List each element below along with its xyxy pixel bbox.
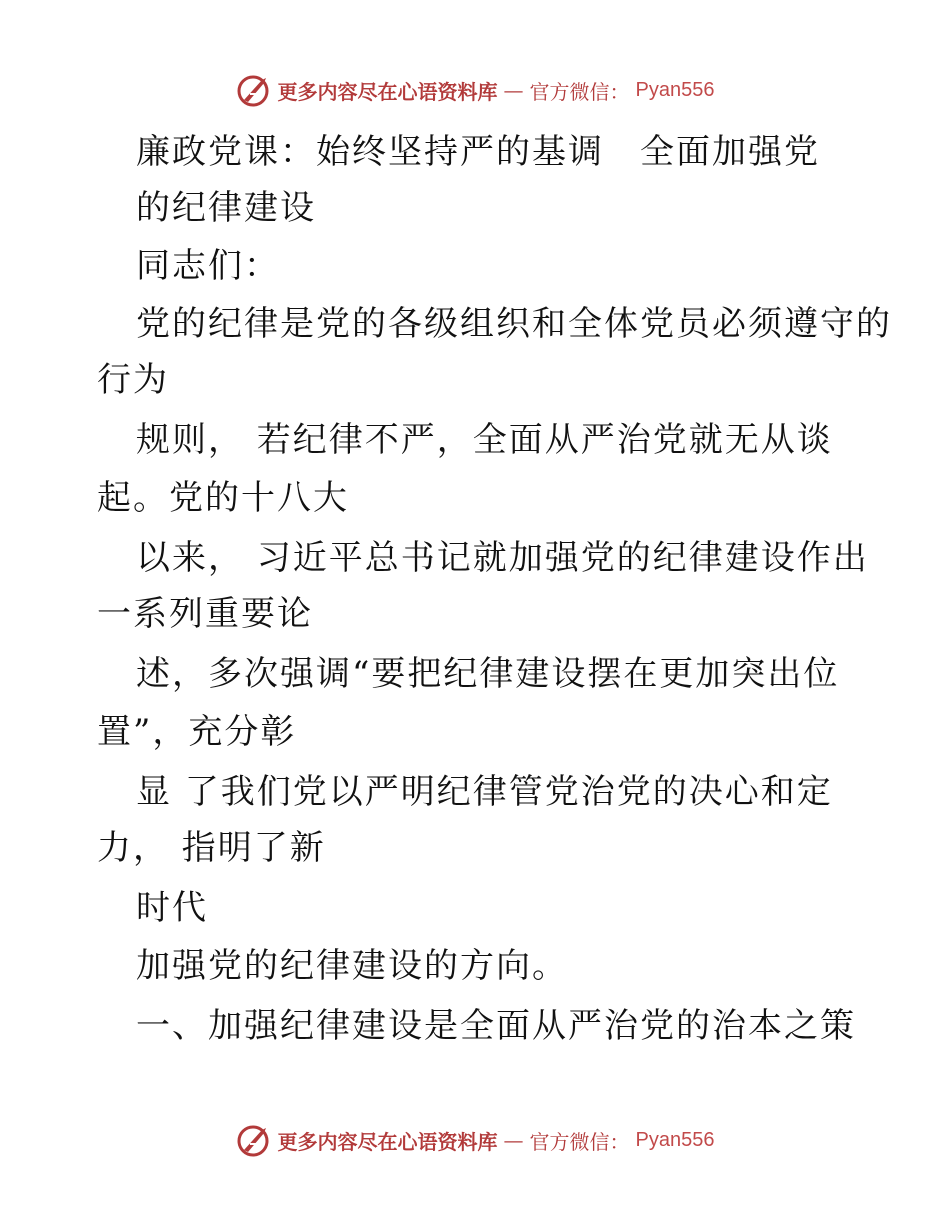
document-title-line-1: 廉政党课：始终坚持严的基调 全面加强党 — [136, 132, 820, 172]
header-banner — [0, 70, 950, 110]
paragraph-line: 起。党的十八大 — [97, 478, 349, 518]
paragraph-line: 力， 指明了新 — [97, 828, 326, 868]
paragraph-line: 加强党的纪律建设的方向。 — [136, 946, 568, 986]
quill-logo-icon — [236, 72, 272, 108]
banner-dash: — — [503, 78, 524, 102]
banner-wechat-label: 官方微信： — [529, 79, 630, 104]
section-heading: 一、加强纪律建设是全面从严治党的治本之策 — [136, 1006, 856, 1046]
paragraph-line: 党的纪律是党的各级组织和全体党员必须遵守的 — [136, 304, 892, 344]
paragraph-line: 述，多次强调“要把纪律建设摆在更加突出位 — [136, 654, 840, 694]
paragraph-line: 以来， 习近平总书记就加强党的纪律建设作出 — [136, 538, 869, 578]
banner-wechat-id: Pyan556 — [635, 78, 715, 101]
document-title-line-2: 的纪律建设 — [136, 188, 316, 228]
banner-slogan: 更多内容尽在心语资料库 — [277, 1129, 498, 1154]
paragraph-line: 置”，充分彰 — [97, 712, 297, 752]
banner-wechat-id: Pyan556 — [635, 1128, 715, 1151]
paragraph-line: 一系列重要论 — [97, 594, 313, 634]
paragraph-line: 行为 — [97, 360, 169, 400]
quill-logo-icon — [236, 1122, 272, 1158]
salutation: 同志们： — [136, 246, 280, 286]
paragraph-line: 时代 — [136, 888, 208, 928]
banner-slogan: 更多内容尽在心语资料库 — [277, 79, 498, 104]
banner-dash: — — [503, 1128, 524, 1152]
paragraph-line: 显 了我们党以严明纪律管党治党的决心和定 — [136, 772, 833, 812]
footer-banner — [0, 1120, 950, 1160]
paragraph-line: 规则， 若纪律不严，全面从严治党就无从谈 — [136, 420, 833, 460]
banner-wechat-label: 官方微信： — [529, 1129, 630, 1154]
